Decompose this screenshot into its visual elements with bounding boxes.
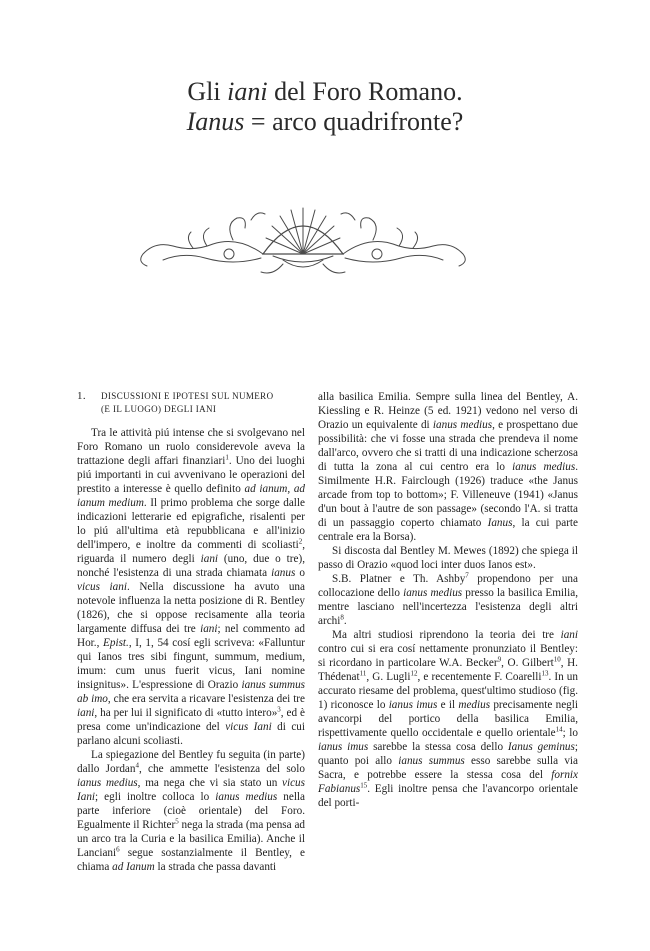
- italic-text: Epist.: [103, 637, 129, 649]
- footnote-ref: 8: [340, 613, 344, 622]
- italic-text: vicus Iani: [225, 721, 272, 733]
- text-run: . In un accurato riesame del problema, quest'ultimo studioso (fig. 1) riconosce lo: [318, 671, 578, 711]
- text-run: ; egli inoltre colloca lo: [95, 791, 216, 803]
- right-body: [318, 390, 578, 810]
- title-italic: iani: [227, 77, 268, 106]
- paragraph: [318, 572, 578, 628]
- text-run: (uno, due o tre), nonché l'esistenza di una strada chiamata: [77, 553, 305, 579]
- text-run: , I, 1, 54 cosí egli scriveva: «Falluntur qui Ianos tres sibi fingunt, summum, medium, imum: cum unus fuerit vicus, Iani nomine insignitus». L'espressione di Orazio: [77, 637, 306, 691]
- italic-text: ianus medius: [77, 777, 138, 789]
- text-run: . Il primo problema che sorge dalle indicazioni letterarie ed epigrafiche, risalenti per lo piú all'ultima età repubblicana e all'inizio dell'impero, e inoltre da commenti di scoliasti: [77, 497, 305, 551]
- title-line-2: [0, 107, 650, 137]
- italic-text: ianus: [271, 567, 296, 579]
- text-run: Ma altri studiosi riprendono la teoria dei tre: [332, 629, 561, 641]
- footnote-ref: 3: [277, 705, 281, 714]
- shell-ornament-icon: [133, 196, 473, 282]
- footnote-ref: 13: [541, 669, 549, 678]
- text-run: . Nella discussione ha avuto una notevole influenza la netta posizione di R. Bentley (1826), che si oppose recisamente alla teoria largamente diffusa dei tre: [77, 581, 305, 635]
- text-run: La spiegazione del Bentley fu seguita (in parte) dallo Jordan: [77, 749, 305, 775]
- italic-text: iani: [200, 553, 219, 565]
- paragraph: [77, 426, 305, 748]
- text-run: , che era servita a ricavare l'esistenza dei tre: [107, 693, 305, 705]
- italic-text: fornix Fabianus: [318, 769, 578, 795]
- text-run: ; nel commento ad Hor.,: [77, 623, 306, 649]
- text-run: nella parte inferiore (cioè orientale) del Foro. Egualmente il Richter: [77, 791, 306, 831]
- section-number: 1.: [77, 390, 87, 402]
- text-run: precisamente negli avancorpi del portico della basilica Emilia, rispettivamente quello occidentale e quello orientale: [318, 699, 578, 739]
- text-run: , ed è presa come un'indicazione del: [77, 707, 305, 733]
- text-run: , riguarda il numero degli: [77, 539, 305, 565]
- footnote-ref: 10: [553, 655, 561, 664]
- text-run: Si discosta dal Bentley M. Mewes (1892) che spiega il passo di Orazio «quod loci inter duos Ianos est».: [318, 545, 578, 571]
- text-run: nega la strada (ma pensa ad un arco tra la Curia e la basilica Emilia). Anche il Lanciani: [77, 819, 305, 859]
- italic-text: ianus imus: [388, 699, 438, 711]
- italic-text: ianus medius: [432, 419, 493, 431]
- section-heading-line-1: DISCUSSIONI E IPOTESI SUL NUMERO: [101, 391, 274, 401]
- text-run: di cui parlano alcuni scoliasti.: [77, 721, 306, 747]
- title-text: Gli: [187, 77, 228, 106]
- left-body: [77, 426, 305, 874]
- text-run: , la cui parte centrale era la Borsa).: [318, 517, 579, 543]
- footnote-ref: 5: [175, 817, 179, 826]
- text-run: o: [295, 567, 305, 579]
- text-run: , ha per lui il significato di «tutto intero»: [94, 707, 278, 719]
- section-heading: [77, 390, 305, 416]
- text-run: .: [343, 615, 347, 627]
- text-run: presso la basilica Emilia, mentre lasciano nell'incertezza l'esistenza degli altri archi: [318, 587, 579, 627]
- italic-text: Ianus: [487, 517, 513, 529]
- text-run: , e prospettano due possibilità: che vi fosse una strada che prendeva il nome dall'arco, ovvero che si tratti di una indicazione scherzosa di tutta la zona al cui centro era lo: [318, 419, 579, 473]
- footnote-ref: 12: [410, 669, 418, 678]
- paragraph: [318, 544, 578, 572]
- italic-text: Ianus geminus: [507, 741, 575, 753]
- italic-text: ianus medius: [512, 461, 576, 473]
- italic-text: vicus iani: [77, 581, 127, 593]
- italic-text: ianus imus: [318, 741, 369, 753]
- text-run: S.B. Platner e Th. Ashby: [332, 573, 466, 585]
- text-run: . Uno dei luoghi piú importanti in cui avvenivano le operazioni del prestito a interesse è quello definito: [77, 455, 305, 495]
- footnote-ref: 14: [555, 725, 563, 734]
- title-line-1: [0, 77, 650, 107]
- title-text: del Foro Romano.: [267, 77, 463, 106]
- text-run: ; lo: [562, 727, 578, 739]
- title-text: = arco quadrifronte?: [244, 107, 464, 136]
- footnote-ref: 11: [359, 669, 367, 678]
- text-run: alla basilica Emilia. Sempre sulla linea del Bentley, A. Kiessling e R. Heinze (5 ed. 1921) vedono nel verso di Orazio un equivalente di: [318, 391, 578, 431]
- text-run: , ma nega che vi sia stato un: [137, 777, 283, 789]
- section-heading-line-2: (E IL LUOGO) DEGLI IANI: [101, 404, 217, 414]
- italic-text: iani: [560, 629, 578, 641]
- footnote-ref: 15: [360, 781, 368, 790]
- text-run: , H. Thédenat: [318, 657, 578, 683]
- text-run: , e recentemente F. Coarelli: [417, 671, 542, 683]
- italic-text: iani: [77, 707, 95, 719]
- italic-text: ad ianum, ad ianum medium: [77, 483, 306, 509]
- italic-text: ianus medius: [403, 587, 463, 599]
- italic-text: medius: [458, 699, 491, 711]
- italic-text: iani: [200, 623, 218, 635]
- text-run: segue sostanzialmente il Bentley, e chiama: [77, 847, 305, 873]
- footnote-ref: 9: [497, 655, 502, 664]
- text-run: . Similmente H.R. Fairclough (1926) traduce «the Janus arcade from top to bottom»; F. Villeneuve (1941) «Janus d'un bout à l'autre de son passage» (secondo l'A. si tratta di un passaggio coperto chiamato: [318, 461, 579, 529]
- left-column: [77, 390, 305, 874]
- text-run: e il: [437, 699, 459, 711]
- paragraph: [318, 390, 578, 544]
- text-run: sarebbe la stessa cosa dello: [368, 741, 508, 753]
- paragraph: [318, 628, 578, 810]
- text-run: la strada che passa davanti: [154, 861, 277, 873]
- footnote-ref: 6: [116, 845, 120, 854]
- text-run: Tra le attività piú intense che si svolgevano nel Foro Romano un ruolo considerevole aveva la trattazione degli affari finanziari: [77, 427, 305, 467]
- italic-text: ianus summus: [398, 755, 465, 767]
- text-run: propendono per una collocazione dello: [318, 573, 578, 599]
- footnote-ref: 2: [298, 537, 303, 546]
- text-run: , G. Lugli: [366, 671, 411, 683]
- text-run: esso sarebbe sulla via Sacra, e potrebbe essere la stessa cosa del: [318, 755, 578, 781]
- title-block: [0, 77, 650, 137]
- title-italic: Ianus: [186, 107, 245, 136]
- italic-text: ad Ianum: [112, 861, 155, 873]
- text-run: ; quanto poi allo: [318, 741, 578, 767]
- italic-text: ianus summus ab imo: [77, 679, 306, 705]
- paragraph: [77, 748, 305, 874]
- footnote-ref: 1: [225, 453, 229, 462]
- footnote-ref: 4: [135, 761, 139, 770]
- text-run: , O. Gilbert: [501, 657, 554, 669]
- text-run: contro cui si era cosí nettamente pronunziato il Bentley: si ricordano in particolare W.A. Becker: [318, 643, 578, 669]
- text-run: . Egli inoltre pensa che l'avancorpo orientale del porti-: [318, 783, 578, 809]
- italic-text: vicus Iani: [77, 777, 306, 803]
- text-run: , che ammette l'esistenza del solo: [138, 763, 305, 775]
- right-column: [318, 390, 578, 810]
- footnote-ref: 7: [465, 571, 469, 580]
- italic-text: ianus medius: [215, 791, 278, 803]
